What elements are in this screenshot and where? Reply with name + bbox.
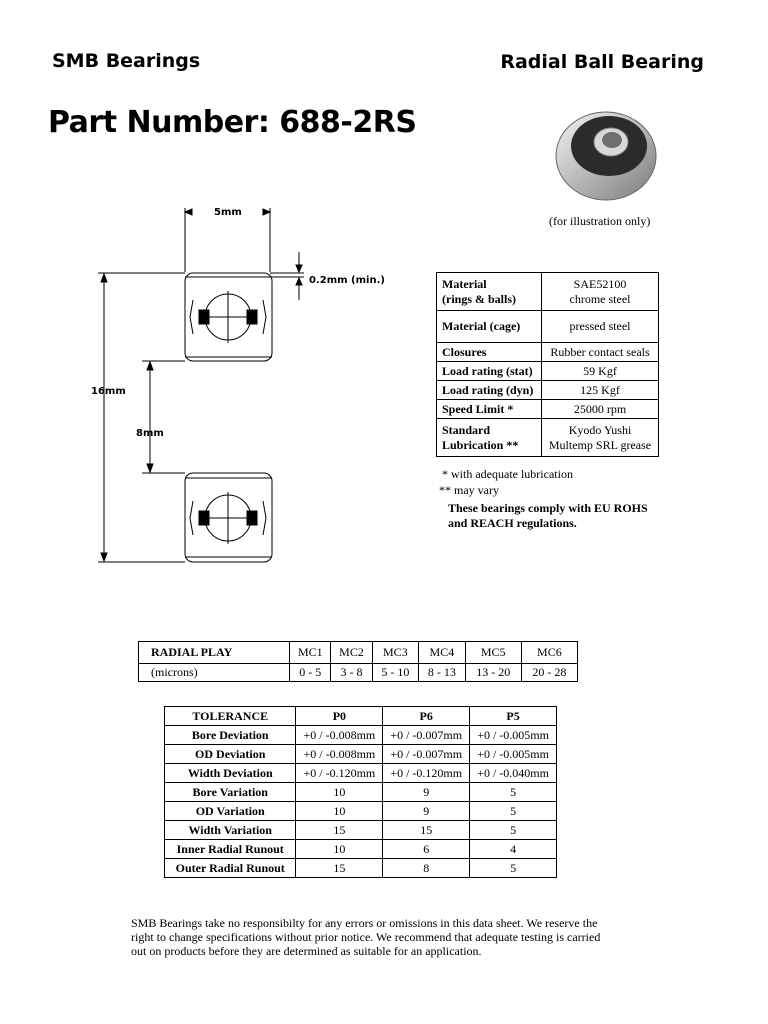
radial-play-value: 0 - 5 bbox=[290, 664, 331, 682]
spec-value: 59 Kgf bbox=[542, 362, 659, 381]
radial-play-class: MC2 bbox=[331, 642, 372, 664]
tolerance-label: Outer Radial Runout bbox=[165, 859, 296, 878]
tolerance-value: +0 / -0.120mm bbox=[383, 764, 470, 783]
radial-play-value: 8 - 13 bbox=[419, 664, 466, 682]
tolerance-value: +0 / -0.008mm bbox=[296, 745, 383, 764]
spec-value: Rubber contact seals bbox=[542, 343, 659, 362]
radial-play-class: MC1 bbox=[290, 642, 331, 664]
tolerance-value: +0 / -0.008mm bbox=[296, 726, 383, 745]
tolerance-value: +0 / -0.120mm bbox=[296, 764, 383, 783]
spec-value: SAE52100 chrome steel bbox=[542, 273, 659, 311]
tolerance-row bbox=[165, 840, 557, 859]
tolerance-table bbox=[164, 706, 557, 878]
tolerance-value: 8 bbox=[383, 859, 470, 878]
spec-label: Material (rings & balls) bbox=[437, 273, 542, 311]
radial-play-value: 3 - 8 bbox=[331, 664, 372, 682]
tolerance-value: 15 bbox=[296, 821, 383, 840]
tolerance-value: +0 / -0.005mm bbox=[470, 726, 557, 745]
tolerance-label: Width Deviation bbox=[165, 764, 296, 783]
spec-value: Kyodo Yushi Multemp SRL grease bbox=[542, 419, 659, 457]
spec-label: Speed Limit * bbox=[437, 400, 542, 419]
tolerance-value: 10 bbox=[296, 840, 383, 859]
illustration-note: (for illustration only) bbox=[549, 214, 651, 228]
spec-label: Load rating (dyn) bbox=[437, 381, 542, 400]
radial-play-class: MC5 bbox=[465, 642, 521, 664]
radial-play-values-row bbox=[139, 664, 578, 682]
spec-row bbox=[437, 362, 659, 381]
tolerance-header-cell: P6 bbox=[383, 707, 470, 726]
spec-label: Material (cage) bbox=[437, 311, 542, 343]
radial-play-unit: (microns) bbox=[139, 664, 290, 682]
tolerance-row bbox=[165, 764, 557, 783]
tolerance-value: 15 bbox=[296, 859, 383, 878]
tolerance-row bbox=[165, 726, 557, 745]
radial-play-class: MC6 bbox=[521, 642, 577, 664]
tolerance-value: 10 bbox=[296, 802, 383, 821]
spec-label: Closures bbox=[437, 343, 542, 362]
specifications-table bbox=[436, 272, 659, 457]
tolerance-row bbox=[165, 802, 557, 821]
tolerance-row bbox=[165, 745, 557, 764]
tolerance-value: 5 bbox=[470, 859, 557, 878]
radial-play-title: RADIAL PLAY bbox=[139, 642, 290, 664]
tolerance-row bbox=[165, 821, 557, 840]
tolerance-value: +0 / -0.007mm bbox=[383, 726, 470, 745]
tolerance-row bbox=[165, 859, 557, 878]
spec-value: 125 Kgf bbox=[542, 381, 659, 400]
radial-play-table bbox=[138, 641, 578, 682]
tolerance-value: +0 / -0.005mm bbox=[470, 745, 557, 764]
tolerance-value: 5 bbox=[470, 821, 557, 840]
tolerance-label: Bore Variation bbox=[165, 783, 296, 802]
spec-row bbox=[437, 400, 659, 419]
tolerance-value: 15 bbox=[383, 821, 470, 840]
radial-play-value: 5 - 10 bbox=[372, 664, 419, 682]
outer-diameter-label: 16mm bbox=[91, 386, 126, 397]
tolerance-value: +0 / -0.040mm bbox=[470, 764, 557, 783]
tolerance-row bbox=[165, 783, 557, 802]
compliance-note: These bearings comply with EU ROHS and REACH regulations. bbox=[448, 501, 648, 530]
spec-row bbox=[437, 381, 659, 400]
tolerance-label: Width Variation bbox=[165, 821, 296, 840]
part-number: Part Number: 688-2RS bbox=[48, 105, 417, 140]
bearing-cross-section-drawing bbox=[80, 200, 400, 570]
spec-row bbox=[437, 311, 659, 343]
tolerance-label: OD Deviation bbox=[165, 745, 296, 764]
chamfer-dimension-label: 0.2mm (min.) bbox=[309, 275, 385, 286]
tolerance-label: OD Variation bbox=[165, 802, 296, 821]
brand-name: SMB Bearings bbox=[52, 50, 201, 72]
tolerance-value: +0 / -0.007mm bbox=[383, 745, 470, 764]
tolerance-header-cell: P0 bbox=[296, 707, 383, 726]
spec-footnotes bbox=[439, 466, 573, 498]
tolerance-header-cell: TOLERANCE bbox=[165, 707, 296, 726]
tolerance-value: 5 bbox=[470, 802, 557, 821]
tolerance-label: Inner Radial Runout bbox=[165, 840, 296, 859]
radial-play-value: 13 - 20 bbox=[465, 664, 521, 682]
spec-row bbox=[437, 419, 659, 457]
spec-value: pressed steel bbox=[542, 311, 659, 343]
tolerance-header-row bbox=[165, 707, 557, 726]
tolerance-value: 5 bbox=[470, 783, 557, 802]
tolerance-header-cell: P5 bbox=[470, 707, 557, 726]
spec-label: Load rating (stat) bbox=[437, 362, 542, 381]
disclaimer-text: SMB Bearings take no responsibilty for any errors or omissions in this data sheet. We reserve the right to change specifications without prior notice. We recommend that adequate testing is carried out on products before they are determined as suitable for an application. bbox=[131, 916, 601, 958]
spec-label: Standard Lubrication ** bbox=[437, 419, 542, 457]
tolerance-label: Bore Deviation bbox=[165, 726, 296, 745]
spec-row bbox=[437, 273, 659, 311]
spec-row bbox=[437, 343, 659, 362]
radial-play-class: MC4 bbox=[419, 642, 466, 664]
tolerance-value: 6 bbox=[383, 840, 470, 859]
footnote-lubrication: * with adequate lubrication bbox=[439, 467, 573, 481]
spec-value: 25000 rpm bbox=[542, 400, 659, 419]
width-dimension-label: 5mm bbox=[214, 207, 242, 218]
tolerance-value: 4 bbox=[470, 840, 557, 859]
tolerance-value: 9 bbox=[383, 802, 470, 821]
bearing-photo bbox=[553, 110, 659, 202]
document-type: Radial Ball Bearing bbox=[500, 51, 704, 73]
radial-play-value: 20 - 28 bbox=[521, 664, 577, 682]
tolerance-value: 9 bbox=[383, 783, 470, 802]
bearing-bore bbox=[602, 132, 622, 148]
tolerance-value: 10 bbox=[296, 783, 383, 802]
radial-play-header-row bbox=[139, 642, 578, 664]
radial-play-class: MC3 bbox=[372, 642, 419, 664]
footnote-may-vary: ** may vary bbox=[439, 483, 499, 497]
inner-diameter-label: 8mm bbox=[136, 428, 164, 439]
